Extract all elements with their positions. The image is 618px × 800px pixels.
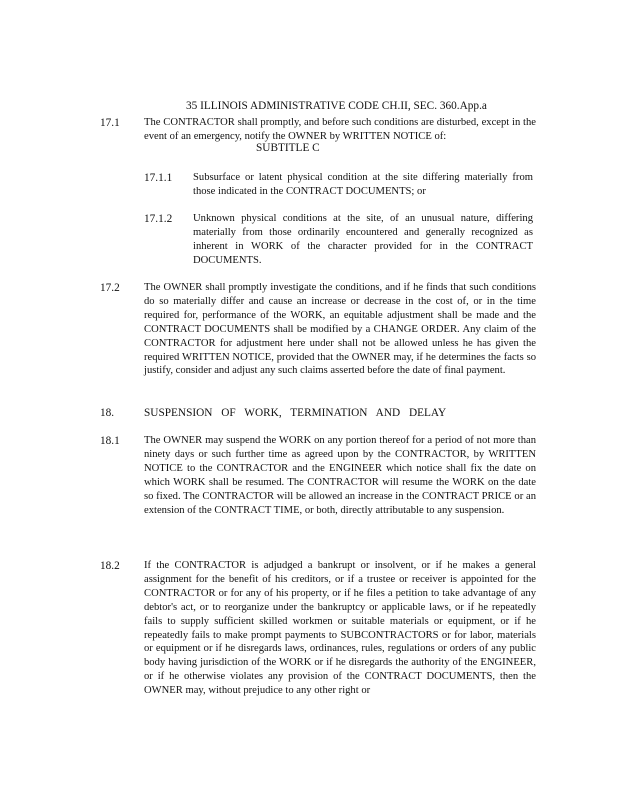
section-text: The CONTRACTOR shall promptly, and before such conditions are disturbed, except in the event of an emergency, notify the OWNER by WRITTEN NOTICE of: [144,117,536,142]
header-code-line: 35 ILLINOIS ADMINISTRATIVE CODE CH.II, SEC. 360.App.a [186,100,487,112]
section-text: The OWNER shall promptly investigate the conditions, and if he finds that such conditions do so materially differ and cause an increase or decrease in the cost of, or in the time required for, performance of the WORK, an equitable adjustment shall be made and the CONTRACT DOCUMENTS shall be modified by a CHANGE ORDER. Any claim of the CONTRACTOR for adjustment here under shall not be allowed unless he has given the required WRITTEN NOTICE, provided that the OWNER may, if he determines the facts so justify, consider and adjust any such claims asserted before the date of final payment. [144,282,536,377]
section-number: 17.2 [100,282,120,294]
section-number: 18.1 [100,435,120,447]
section-number: 18.2 [100,560,120,572]
section-number: 17.1.1 [144,172,173,184]
header-subtitle-line: SUBTITLE C [256,142,320,154]
section-heading: SUSPENSION OF WORK, TERMINATION AND DELAY [144,407,447,419]
section-text: Unknown physical conditions at the site, of an unusual nature, differing materially from those ordinarily encountered and generally recognized as inherent in WORK of the character provided for in the CONTRACT DOCUMENTS. [193,213,533,266]
section-number: 18. [100,407,115,419]
section-text: The OWNER may suspend the WORK on any portion thereof for a period of not more than ninety days or such further time as agreed upon by the CONTRACTOR, by WRITTEN NOTICE to the CONTRACTOR and the ENGINEER which notice shall fix the date on which WORK shall be resumed. The CONTRACTOR will resume the WORK on the date so fixed. The CONTRACTOR will be allowed an increase in the CONTRACT PRICE or an extension of the CONTRACT TIME, or both, directly attributable to any suspension. [144,435,536,516]
section-text: Subsurface or latent physical condition at the site differing materially from those indicated in the CONTRACT DOCUMENTS; or [193,172,533,197]
section-text: If the CONTRACTOR is adjudged a bankrupt or insolvent, or if he makes a general assignment for the benefit of his creditors, or if a trustee or receiver is appointed for the CONTRACTOR or for any of his property, or if he files a petition to take advantage of any debtor's act, or to reorganize under the bankruptcy or applicable laws, or if he repeatedly fails to supply sufficient skilled workmen or suitable materials or equipment, or if he repeatedly fails to make prompt payments to SUBCONTRACTORS or for labor, materials or equipment or if he disregards laws, ordinances, rules, regulations or orders of any public body having jurisdiction of the WORK or if he disregards the authority of the ENGINEER, or if he otherwise violates any provision of the CONTRACT DOCUMENTS, then the OWNER may, without prejudice to any other right or [144,560,536,697]
section-number: 17.1 [100,117,120,129]
section-number: 17.1.2 [144,213,173,225]
